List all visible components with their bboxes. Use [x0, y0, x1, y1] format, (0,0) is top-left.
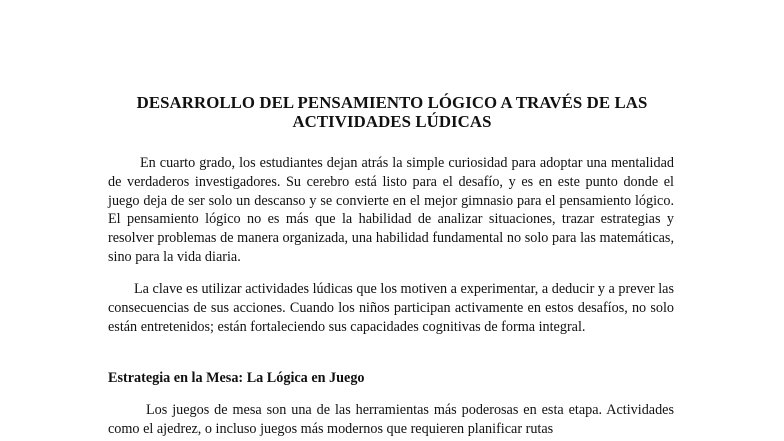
- section-heading: Estrategia en la Mesa: La Lógica en Juego: [108, 370, 365, 386]
- document-title: DESARROLLO DEL PENSAMIENTO LÓGICO A TRAVÉS DE LAS ACTIVIDADES LÚDICAS: [136, 93, 648, 131]
- intro-paragraph: En cuarto grado, los estudiantes dejan atrás la simple curiosidad para adoptar una mentalidad de verdaderos investigadores. Su cerebro está listo para el desafío, y es en este punto donde el juego deja de ser solo un descanso y se convierte en el mejor gimnasio para el pensamiento lógico. El pensamiento lógico no es más que la habilidad de analizar situaciones, trazar estrategias y resolver problemas de manera organizada, una habilidad fundamental no solo para las matemáticas, sino para la vida diaria.: [108, 155, 674, 265]
- key-paragraph: La clave es utilizar actividades lúdicas que los motiven a experimentar, a deducir y a prever las consecuencias de sus acciones. Cuando los niños participan activamente en estos desafíos, no solo están entretenidos; están fortaleciendo sus capacidades cognitivas de forma integral.: [108, 281, 674, 335]
- section-paragraph: Los juegos de mesa son una de las herramientas más poderosas en esta etapa. Actividades como el ajedrez, o incluso juegos más modernos que requieren planificar rutas: [108, 402, 674, 437]
